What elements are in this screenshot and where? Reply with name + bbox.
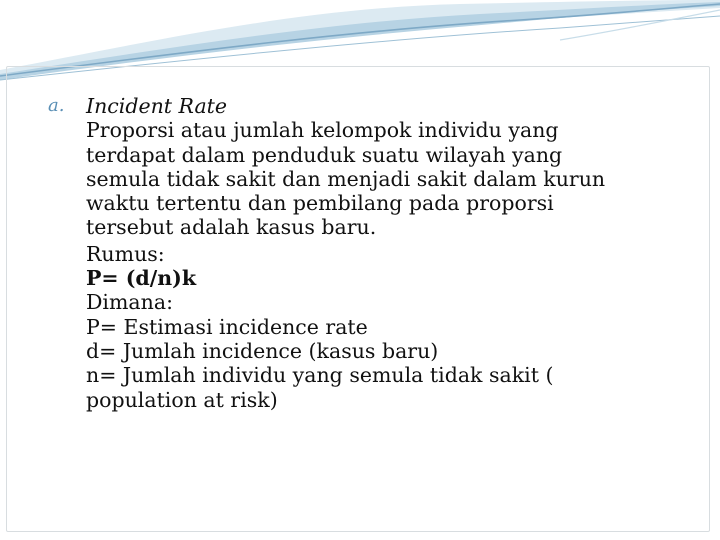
variable-definition: population at risk)	[86, 387, 278, 412]
variable-definition: P= Estimasi incidence rate	[86, 314, 368, 339]
definition-line: waktu tertentu dan pembilang pada proporsi	[86, 191, 554, 216]
definition-line: Proporsi atau jumlah kelompok individu yang	[86, 118, 559, 143]
list-item	[48, 94, 688, 412]
definition-line: terdapat dalam penduduk suatu wilayah yang	[86, 142, 563, 167]
definition-line: tersebut adalah kasus baru.	[86, 215, 377, 240]
section-heading: Incident Rate	[86, 94, 228, 118]
where-label: Dimana:	[86, 290, 173, 315]
list-item-body	[86, 94, 688, 412]
definition-line: semula tidak sakit dan menjadi sakit dalam kurun	[86, 166, 606, 191]
variable-definition: d= Jumlah incidence (kasus baru)	[86, 338, 439, 363]
formula-label: Rumus:	[86, 241, 165, 266]
slide-content	[48, 94, 688, 412]
variable-definition: n= Jumlah individu yang semula tidak sakit (	[86, 363, 554, 388]
list-marker: a.	[48, 95, 65, 116]
formula: P= (d/n)k	[86, 266, 197, 291]
